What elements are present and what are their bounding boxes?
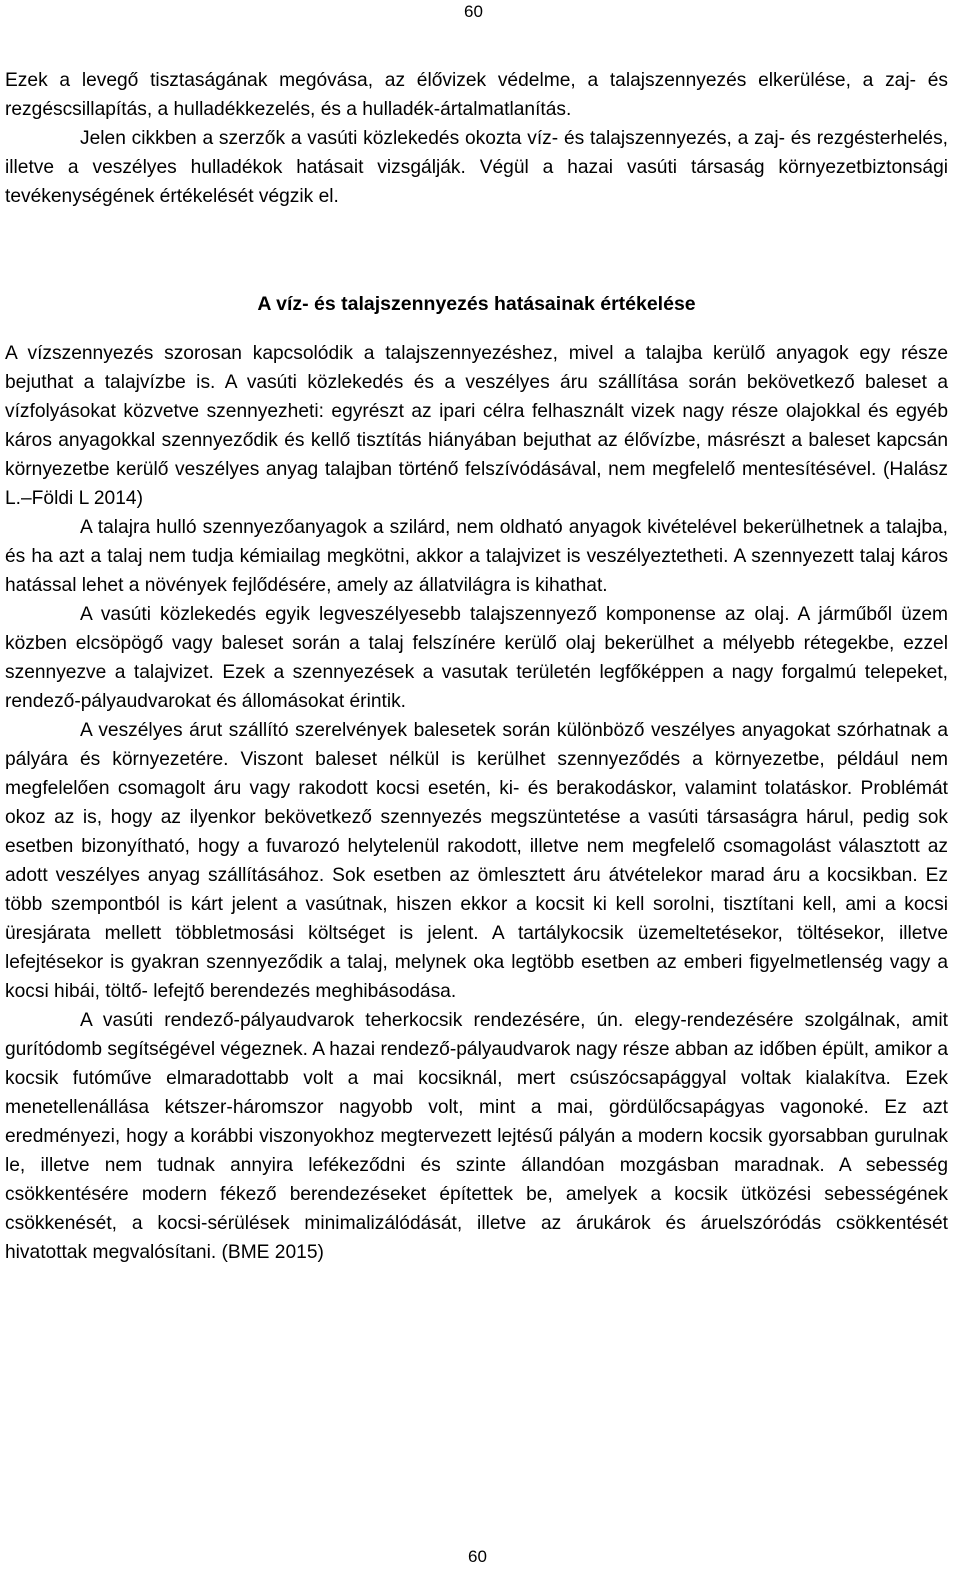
- page-number-bottom: 60: [468, 1547, 487, 1566]
- section-paragraph-2: A talajra hulló szennyezőanyagok a szilárd, nem oldható anyagok kivételével bekerülhetnek a talajba, és ha azt a talaj nem tudja kémiailag megkötni, akkor a talajvizet is veszélyeztetheti. A szennyezett talaj káros hatással lehet a növények fejlődésére, amely az állatvilágra is kihathat.: [5, 517, 948, 596]
- page-number-top: 60: [464, 2, 483, 21]
- section-heading: A víz- és talajszennyezés hatásainak értékelése: [257, 293, 696, 315]
- intro-paragraph-2: Jelen cikkben a szerzők a vasúti közlekedés okozta víz- és talajszennyezés, a zaj- és rezgésterhelés, illetve a veszélyes hulladékok hatásait vizsgálják. Végül a hazai vasúti társaság környezetbiztonsági tevékenységének értékelését végzik el.: [5, 128, 948, 207]
- section-paragraph-1: A vízszennyezés szorosan kapcsolódik a talajszennyezéshez, mivel a talajba kerülő anyagok egy része bejuthat a talajvízbe is. A vasúti közlekedés és a veszélyes áru szállítása során bekövetkező baleset a vízfolyásokat közvetve szennyezheti: egyrészt az ipari célra felhasznált vizek nagy része olajokkal és egyéb káros anyagokkal szennyeződik és kellő tisztítás hiányában bejuthat az élővízbe, másrészt a baleset kapcsán környezetbe kerülő veszélyes anyag talajban történő felszívódásával, nem megfelelő mentesítésével. (Halász L.–Földi L 2014): [5, 343, 948, 509]
- section-paragraph-3: A vasúti közlekedés egyik legveszélyesebb talajszennyező komponense az olaj. A járműből üzem közben elcsöpögő vagy baleset során a talaj felszínére kerülő olaj bekerülhet a mélyebb rétegekbe, ezzel szennyezve a talajvizet. Ezek a szennyezések a vasutak területén legfőképpen a nagy forgalmú telepeket, rendező-pályaudvarokat és állomásokat érintik.: [5, 604, 948, 712]
- section-paragraph-4: A veszélyes árut szállító szerelvények balesetek során különböző veszélyes anyagokat szórhatnak a pályára és környezetére. Viszont baleset nélkül is kerülhet szennyeződés a környezetbe, például nem megfelelően csomagolt áru vagy rakodott kocsi esetén, ki- és berakodáskor, valamint tolatáskor. Problémát okoz az is, hogy az ilyenkor bekövetkező szennyezés megszüntetése a vasúti társaságra hárul, pedig sok esetben bizonyítható, hogy a fuvarozó helytelenül rakodott, illetve nem megfelelő csomagolást választott az adott veszélyes anyag szállításához. Sok esetben az ömlesztett áru átvételekor marad áru a kocsikban. Ez több szempontból is kárt jelent a vasútnak, hiszen ekkor a kocsit ki kell sorolni, tisztítani kell, ami a kocsi üresjárata mellett többletmosási költséget is jelent. A tartálykocsik üzemeltetésekor, töltésekor, illetve lefejtésekor is gyakran szennyeződik a talaj, melynek oka legtöbb esetben az emberi figyelmetlenség vagy a kocsi hibái, töltő- lefejtő berendezés meghibásodása.: [5, 720, 948, 1002]
- section-paragraph-5: A vasúti rendező-pályaudvarok teherkocsik rendezésére, ún. elegy-rendezésére szolgálnak, amit gurítódomb segítségével végeznek. A hazai rendező-pályaudvarok nagy része abban az időben épült, amikor a kocsik futóműve elmaradottabb volt a mai kocsiknál, mert csúszócsapággyal voltak kialakítva. Ezek menetellenállása kétszer-háromszor nagyobb volt, mint a mai, gördülőcsapágyas vagonoké. Ez azt eredményezi, hogy a korábbi viszonyokhoz megtervezett lejtésű pályán a modern kocsik gyorsabban gurulnak le, illetve nem tudnak annyira lefékeződni és szinte állandóan mozgásban maradnak. A sebesség csökkentésére modern fékező berendezéseket építettek be, amelyek a kocsik ütközési sebességének csökkenését, a kocsi-sérülések minimalizálódását, illetve az árukárok és áruelszóródás csökkentését hivatottak megvalósítani. (BME 2015): [5, 1010, 948, 1263]
- intro-paragraph-1: Ezek a levegő tisztaságának megóvása, az élővizek védelme, a talajszennyezés elkerülése, a zaj- és rezgéscsillapítás, a hulladékkezelés, és a hulladék-ártalmatlanítás.: [5, 70, 948, 120]
- document-body: [5, 66, 948, 1267]
